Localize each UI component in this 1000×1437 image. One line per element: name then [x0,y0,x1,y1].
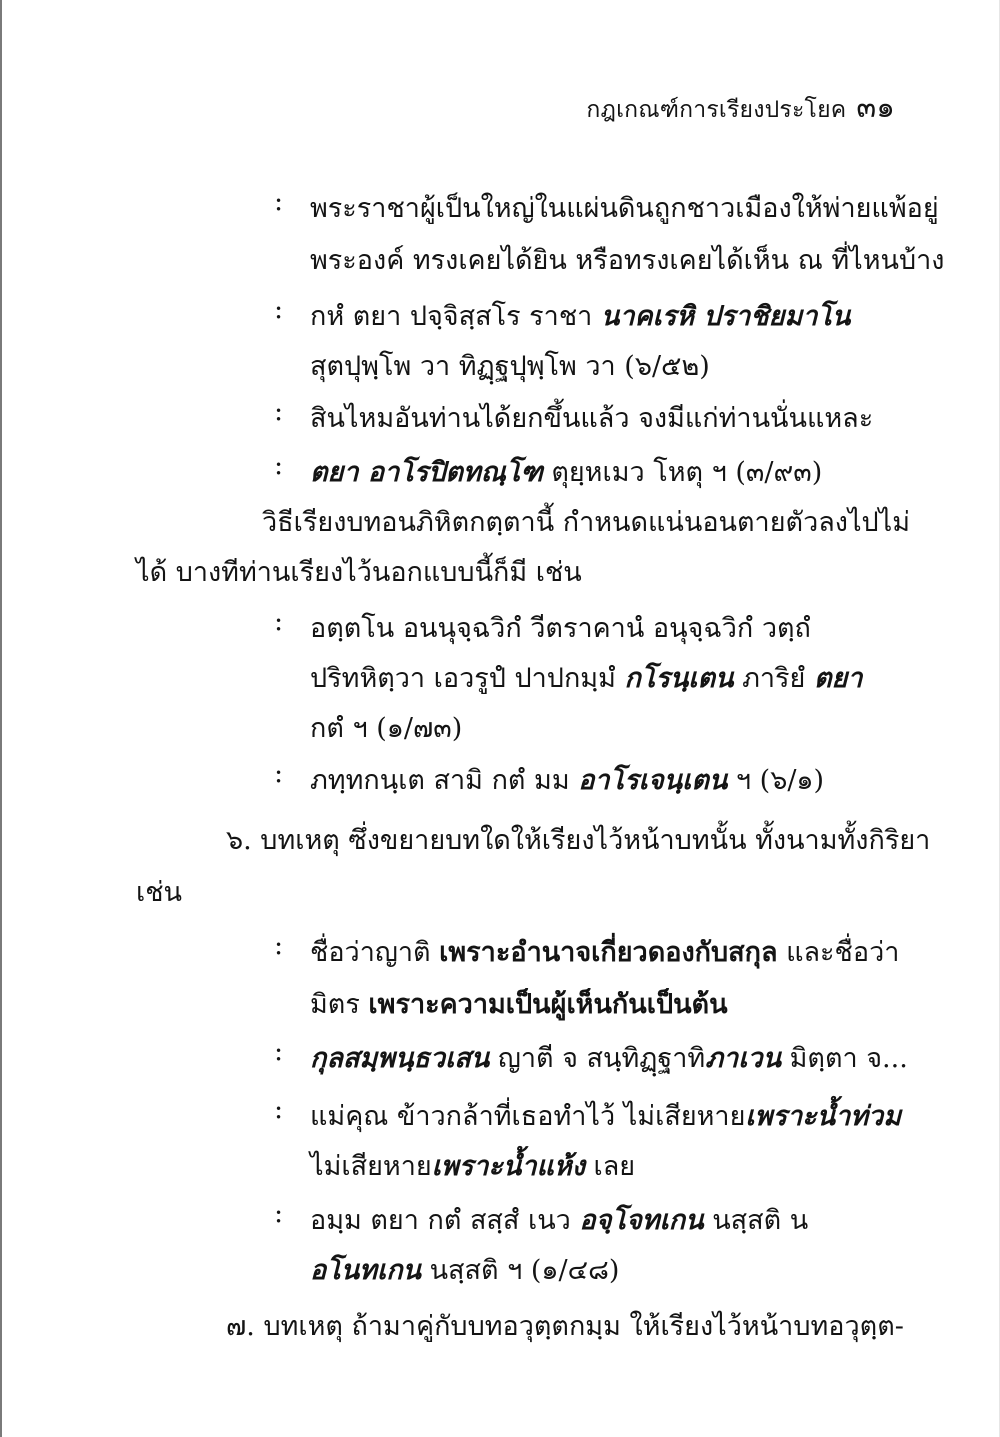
pali-text: ภทฺทกนฺเต สามิ กตํ มม [310,765,579,796]
text-line: สินไหมอันท่านได้ยกขึ้นแล้ว จงมีแก่ท่านนั่นแหละ [310,403,874,434]
colon-marker: : [274,930,284,961]
text-line [310,1094,901,1137]
pali-text: ภาริยํ [733,663,814,694]
text-line [310,450,822,493]
emphasis-text: เพราะอำนาจเกี่ยวดองกับสกุล [439,937,778,968]
colon-marker: : [274,1036,284,1067]
text-line: พระราชาผู้เป็นใหญ่ในแผ่นดินถูกชาวเมืองให้พ่ายแพ้อยู่ [310,193,939,224]
text-line [310,758,824,801]
text-line [310,982,728,1025]
pali-text: กหํ ตยา ปจฺจิสฺสโร ราชา [310,301,601,332]
paragraph-line: วิธีเรียงบทอนภิหิตกตฺตานี้ กำหนดแน่นอนตายตัวลงไปไม่ [262,507,911,538]
colon-marker: : [274,606,284,637]
emphasis-text: กโรนฺเตน [624,663,734,694]
thai-text: แม่คุณ ข้าวกล้าที่เธอทำไว้ ไม่เสียหาย [310,1101,746,1132]
colon-marker: : [274,294,284,325]
text-line: พระองค์ ทรงเคยได้ยิน หรือทรงเคยได้เห็น ณ ที่ไหนบ้าง [310,245,945,276]
thai-text: มิตร [310,989,369,1020]
colon-marker: : [274,758,284,789]
paragraph-line: ได้ บางทีท่านเรียงไว้นอกแบบนี้ก็มี เช่น [136,557,582,588]
pali-text: ตุยฺหเมว โหตุ ฯ (๓/๙๓) [542,457,823,488]
colon-marker: : [274,1094,284,1125]
emphasis-text: เพราะความเป็นผู้เห็นกันเป็นต้น [368,989,728,1020]
emphasis-text: ภาเวน [705,1043,782,1074]
pali-text: นสฺสติ ฯ (๑/๔๘) [421,1255,620,1286]
header-title: กฎเกณฑ์การเรียงประโยค [586,97,847,123]
text-line: กตํ ฯ (๑/๗๓) [310,713,463,744]
section-heading-line: ๗. บทเหตุ ถ้ามาคู่กับบทอวุตฺตกมฺม ให้เรียงไว้หน้าบทอวุตฺต- [226,1311,904,1342]
pali-text: นสฺสติ น [703,1205,809,1236]
page-number: ๓๑ [856,90,895,124]
paragraph-line: เช่น [136,877,183,908]
thai-text: เลย [584,1151,636,1182]
pali-text: อมฺม ตยา กตํ สสฺสํ เนว [310,1205,580,1236]
section-heading-line: ๖. บทเหตุ ซึ่งขยายบทใดให้เรียงไว้หน้าบทนั้น ทั้งนามทั้งกิริยา [226,825,931,856]
emphasis-text: นาคเรหิ ปราชิยมาโน [600,301,851,332]
pali-text: ฯ (๖/๑) [727,765,825,796]
text-line [310,656,862,699]
emphasis-text: กุลสมฺพนฺธวเสน [310,1043,490,1074]
pali-text: มิตฺตา จ... [781,1043,908,1074]
text-line [310,1036,908,1079]
emphasis-text: ตยา อาโรปิตทณฺโฑ [310,457,543,488]
thai-text: และชื่อว่า [777,937,900,968]
text-line [310,930,899,973]
emphasis-text: เพราะน้ำท่วม [745,1101,901,1132]
thai-text: ชื่อว่าญาติ [310,937,440,968]
running-header [586,84,895,130]
emphasis-text: อาโรเจนฺเตน [578,765,728,796]
emphasis-text: อโนทเกน [310,1255,422,1286]
text-line [310,1248,619,1291]
pali-text: ญาตี จ สนฺทิฏฺฐาทิ [489,1043,706,1074]
colon-marker: : [274,450,284,481]
text-line [310,1198,808,1241]
colon-marker: : [274,186,284,217]
emphasis-text: ตยา [813,663,863,694]
colon-marker: : [274,1198,284,1229]
pali-text: ปริทหิตฺวา เอวรูปํ ปาปกมฺมํ [310,663,625,694]
emphasis-text: เพราะน้ำแห้ง [431,1151,585,1182]
text-line [310,1144,635,1187]
emphasis-text: อจฺโจทเกน [579,1205,704,1236]
thai-text: ไม่เสียหาย [310,1151,432,1182]
colon-marker: : [274,396,284,427]
text-line [310,294,850,337]
text-line: สุตปุพฺโพ วา ทิฏฺฐปุพฺโพ วา (๖/๕๒) [310,351,710,382]
text-line: อตฺตโน อนนุจฺฉวิกํ วีตราคานํ อนุจฺฉวิกํ วตฺถํ [310,613,811,644]
